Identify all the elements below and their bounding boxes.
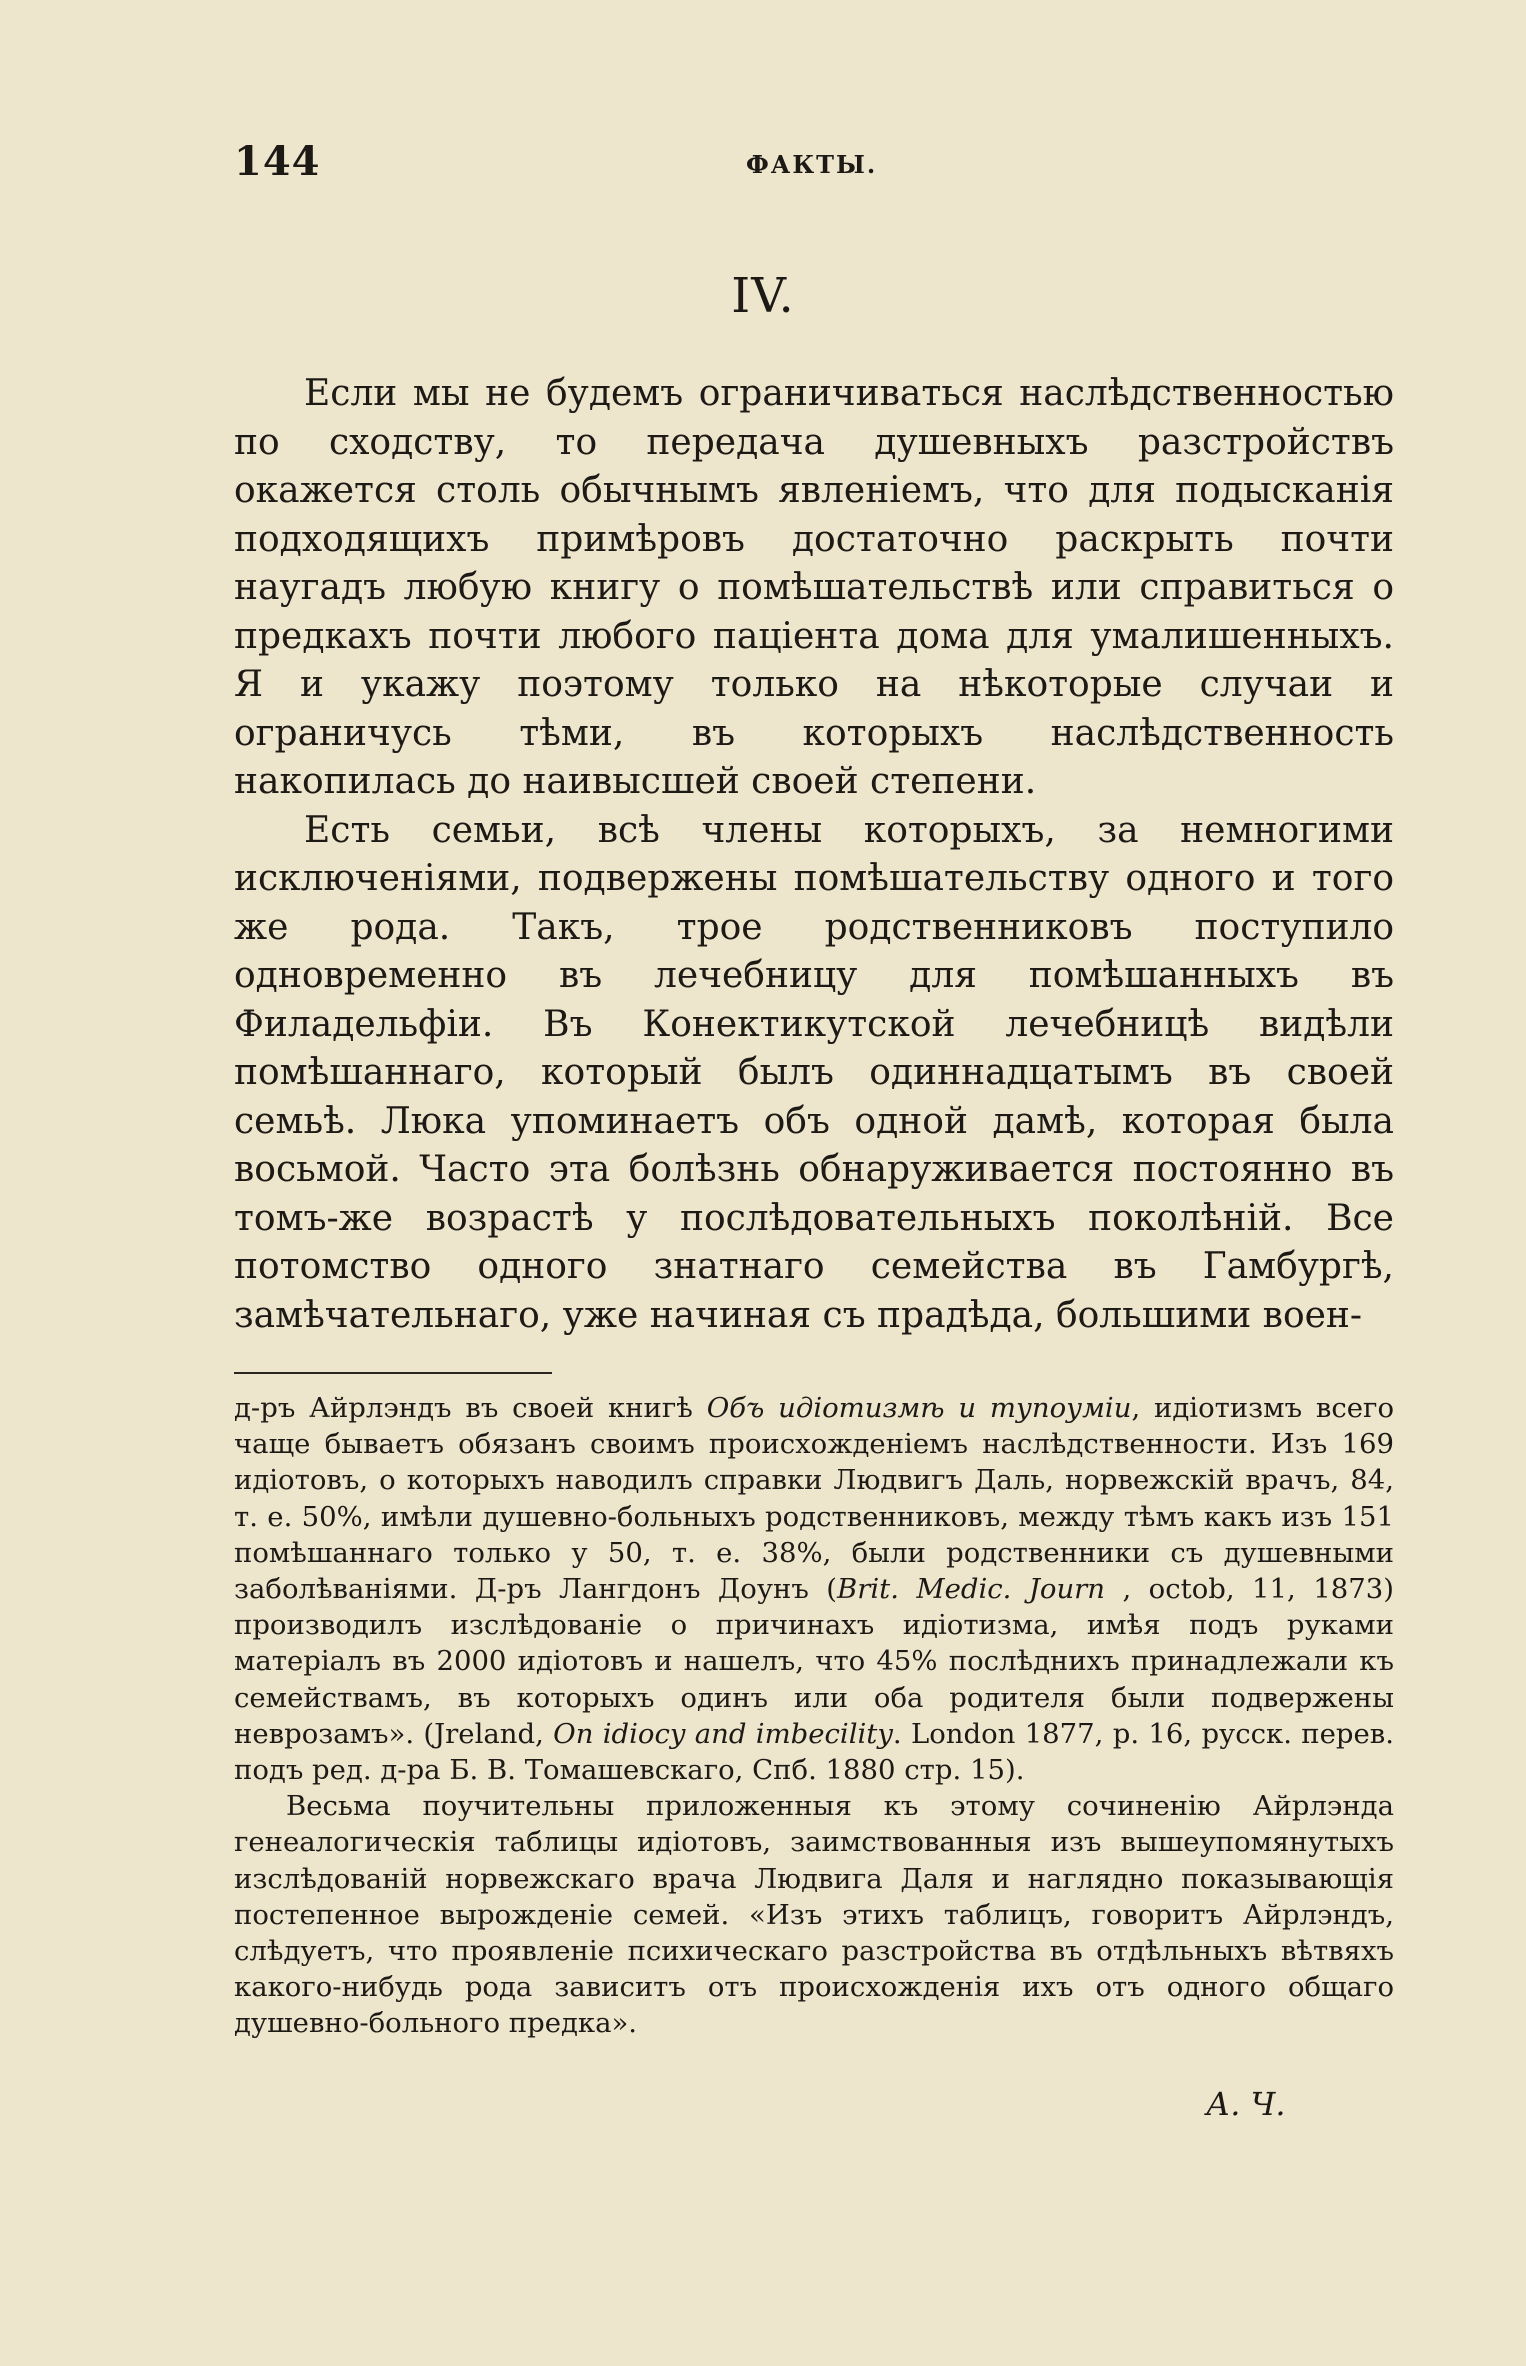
paragraph: Есть семьи, всѣ члены которыхъ, за немногими исключеніями, подвержены помѣшательству одного и того же рода. Такъ, трое родственниковъ поступило одновременно въ лечебницу для помѣшанныхъ въ Филадельфіи. Въ Конектикутской лечебницѣ видѣли помѣшаннаго, который былъ одиннадцатымъ въ своей семьѣ. Люка упоминаетъ объ одной дамѣ, которая была восьмой. Часто эта болѣзнь обнаруживается постоянно въ томъ-же возрастѣ у послѣдовательныхъ поколѣній. Все потомство одного знатнаго семейства въ Гамбургѣ, замѣчательнаго, уже начиная съ прадѣда, большими воен-: [234, 809, 1394, 1336]
footnote-text: , octob, 11, 1873) производилъ изслѣдованіе о причинахъ идіотизма, имѣя подъ руками матеріалъ въ 2000 идіотовъ и нашелъ, что 45% послѣднихъ принадлежали къ семействамъ, въ которыхъ одинъ или оба родителя были подвержены неврозамъ». (Jreland,: [234, 1573, 1394, 1750]
footnote-paragraph: [234, 1390, 1394, 1788]
book-title: On idiocy and imbecility: [553, 1717, 893, 1750]
footnote-paragraph: Весьма поучительны приложенныя къ этому сочиненію Айрлэнда генеалогическія таблицы идіотовъ, заимствованныя изъ вышеупомянутыхъ изслѣдованій норвежскаго врача Людвига Даля и наглядно показывающія постепенное вырожденіе семей. «Изъ этихъ таблицъ, говоритъ Айрлэндъ, слѣдуетъ, что проявленіе психическаго разстройства въ отдѣльныхъ вѣтвяхъ какого-нибудь рода зависитъ отъ происхожденія ихъ отъ одного общаго душевно-больного предка».: [234, 1790, 1394, 2040]
section-number: IV.: [731, 268, 795, 324]
page-number: 144: [234, 138, 321, 185]
running-head: ФАКТЫ.: [746, 150, 878, 179]
journal-title: Brit. Medic. Journ: [837, 1573, 1106, 1606]
footnote-text: . London 1877, p. 16, русск. перев. подъ ред. д-ра Б. В. Томашевскаго, Спб. 1880 стр. 15).: [234, 1717, 1394, 1787]
paragraph: Если мы не будемъ ограничиваться наслѣдственностью по сходству, то передача душевныхъ разстройствъ окажется столь обычнымъ явленіемъ, что для подысканія подходящихъ примѣровъ достаточно раскрыть почти наугадъ любую книгу о помѣшательствѣ или справиться о предкахъ почти любого паціента дома для умалишенныхъ. Я и укажу поэтому только на нѣкоторые случаи и ограничусь тѣми, въ которыхъ наслѣдственность накопилась до наивысшей своей степени.: [234, 373, 1394, 802]
book-title: Объ идіотизмѣ и тупоуміи: [706, 1392, 1132, 1424]
page-header: [234, 138, 1394, 186]
footnote: [234, 1390, 1394, 2042]
footnote-text: , идіотизмъ всего чаще бываетъ обязанъ своимъ происхожденіемъ наслѣдственности. Изъ 169 идіотовъ, о которыхъ наводилъ справки Людвигъ Даль, норвежскій врачъ, 84, т. е. 50%, имѣли душевно-больныхъ родственниковъ, между тѣмъ какъ изъ 151 помѣшаннаго только у 50, т. е. 38%, были родственники съ душевными заболѣваніями. Д-ръ Лангдонъ Доунъ (: [234, 1392, 1395, 1606]
author-signature: А. Ч.: [1206, 2085, 1286, 2123]
footnote-divider: [234, 1372, 552, 1374]
main-text: [234, 370, 1394, 1340]
footnote-text: д-ръ Айрлэндъ въ своей книгѣ: [234, 1392, 707, 1424]
